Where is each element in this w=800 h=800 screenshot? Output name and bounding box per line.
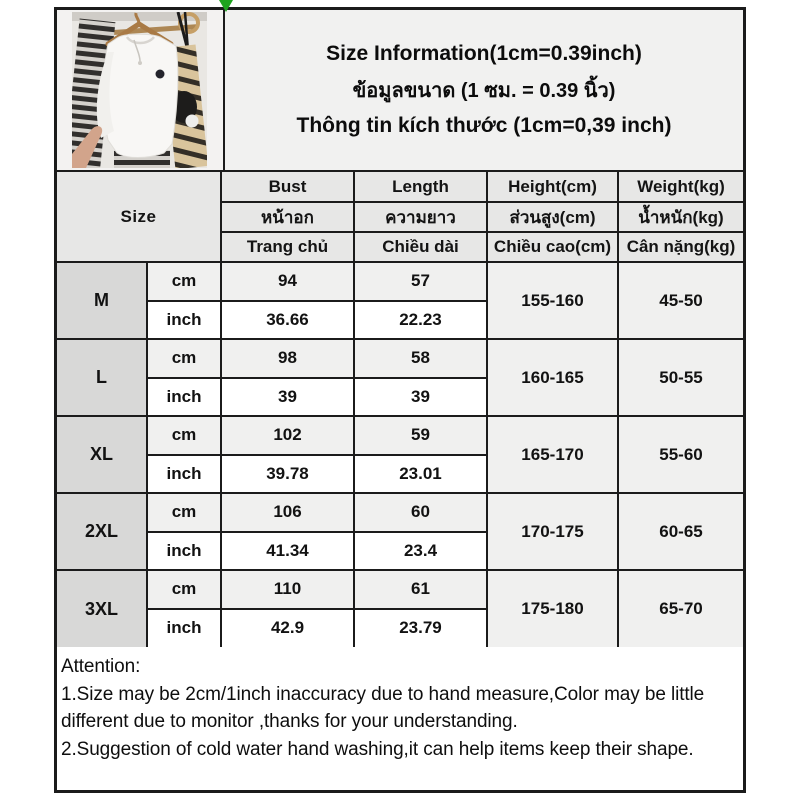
unit-inch: inch bbox=[147, 455, 221, 494]
table-row-3xl-cm bbox=[57, 570, 743, 609]
unit-cm: cm bbox=[147, 493, 221, 532]
title-block bbox=[225, 10, 743, 170]
table-row-2xl-cm bbox=[57, 493, 743, 532]
height-m: 155-160 bbox=[487, 262, 618, 339]
attention-note-2: 2.Suggestion of cold water hand washing,it can help items keep their shape. bbox=[61, 738, 694, 760]
length-inch-l: 39 bbox=[354, 378, 487, 417]
col-length-th: ความยาว bbox=[354, 202, 487, 232]
bust-inch-m: 36.66 bbox=[221, 301, 354, 340]
size-label-xl: XL bbox=[57, 416, 147, 493]
col-weight-vi: Cân nặng(kg) bbox=[618, 232, 743, 262]
bust-cm-xl: 102 bbox=[221, 416, 354, 455]
green-corner-marker bbox=[219, 0, 233, 12]
height-2xl: 170-175 bbox=[487, 493, 618, 570]
bust-inch-3xl: 42.9 bbox=[221, 609, 354, 648]
weight-xl: 55-60 bbox=[618, 416, 743, 493]
col-height-th: ส่วนสูง(cm) bbox=[487, 202, 618, 232]
weight-3xl: 65-70 bbox=[618, 570, 743, 647]
col-bust-th: หน้าอก bbox=[221, 202, 354, 232]
length-inch-2xl: 23.4 bbox=[354, 532, 487, 571]
table-row-xl-cm bbox=[57, 416, 743, 455]
length-cm-3xl: 61 bbox=[354, 570, 487, 609]
length-cm-m: 57 bbox=[354, 262, 487, 301]
bust-inch-l: 39 bbox=[221, 378, 354, 417]
length-inch-xl: 23.01 bbox=[354, 455, 487, 494]
length-cm-xl: 59 bbox=[354, 416, 487, 455]
unit-cm: cm bbox=[147, 262, 221, 301]
weight-2xl: 60-65 bbox=[618, 493, 743, 570]
col-length-vi: Chiều dài bbox=[354, 232, 487, 262]
unit-cm: cm bbox=[147, 416, 221, 455]
unit-inch: inch bbox=[147, 301, 221, 340]
size-label-m: M bbox=[57, 262, 147, 339]
col-bust-vi: Trang chủ bbox=[221, 232, 354, 262]
weight-l: 50-55 bbox=[618, 339, 743, 416]
length-cm-l: 58 bbox=[354, 339, 487, 378]
bust-cm-3xl: 110 bbox=[221, 570, 354, 609]
title-thai: ข้อมูลขนาด (1 ซม. = 0.39 นิ้ว) bbox=[352, 80, 616, 102]
shirt-graphic bbox=[97, 34, 178, 157]
size-label-3xl: 3XL bbox=[57, 570, 147, 647]
height-3xl: 175-180 bbox=[487, 570, 618, 647]
unit-inch: inch bbox=[147, 532, 221, 571]
height-l: 160-165 bbox=[487, 339, 618, 416]
col-weight-en: Weight(kg) bbox=[618, 172, 743, 202]
header-section bbox=[57, 10, 743, 172]
size-chart-panel bbox=[54, 7, 746, 793]
header-row-en bbox=[57, 172, 743, 202]
bust-inch-2xl: 41.34 bbox=[221, 532, 354, 571]
product-photo-graphic bbox=[72, 12, 207, 168]
size-table bbox=[57, 172, 743, 647]
col-weight-th: น้ำหนัก(kg) bbox=[618, 202, 743, 232]
unit-inch: inch bbox=[147, 609, 221, 648]
unit-inch: inch bbox=[147, 378, 221, 417]
bust-cm-l: 98 bbox=[221, 339, 354, 378]
product-photo bbox=[57, 10, 225, 170]
table-row-l-cm bbox=[57, 339, 743, 378]
title-english: Size Information(1cm=0.39inch) bbox=[326, 42, 642, 65]
bust-inch-xl: 39.78 bbox=[221, 455, 354, 494]
bust-cm-2xl: 106 bbox=[221, 493, 354, 532]
length-inch-3xl: 23.79 bbox=[354, 609, 487, 648]
unit-cm: cm bbox=[147, 570, 221, 609]
col-height-vi: Chiều cao(cm) bbox=[487, 232, 618, 262]
size-label-l: L bbox=[57, 339, 147, 416]
table-row-m-cm bbox=[57, 262, 743, 301]
length-cm-2xl: 60 bbox=[354, 493, 487, 532]
size-label-2xl: 2XL bbox=[57, 493, 147, 570]
length-inch-m: 22.23 bbox=[354, 301, 487, 340]
bust-cm-m: 94 bbox=[221, 262, 354, 301]
col-bust-en: Bust bbox=[221, 172, 354, 202]
attention-heading: Attention: bbox=[61, 656, 141, 677]
height-xl: 165-170 bbox=[487, 416, 618, 493]
title-vietnamese: Thông tin kích thước (1cm=0,39 inch) bbox=[296, 114, 672, 137]
weight-m: 45-50 bbox=[618, 262, 743, 339]
col-height-en: Height(cm) bbox=[487, 172, 618, 202]
size-column-header: Size bbox=[57, 172, 221, 262]
attention-note-1: 1.Size may be 2cm/1inch inaccuracy due to hand measure,Color may be little different due to monitor ,thanks for your understanding. bbox=[61, 683, 705, 732]
unit-cm: cm bbox=[147, 339, 221, 378]
attention-section bbox=[57, 647, 743, 763]
col-length-en: Length bbox=[354, 172, 487, 202]
